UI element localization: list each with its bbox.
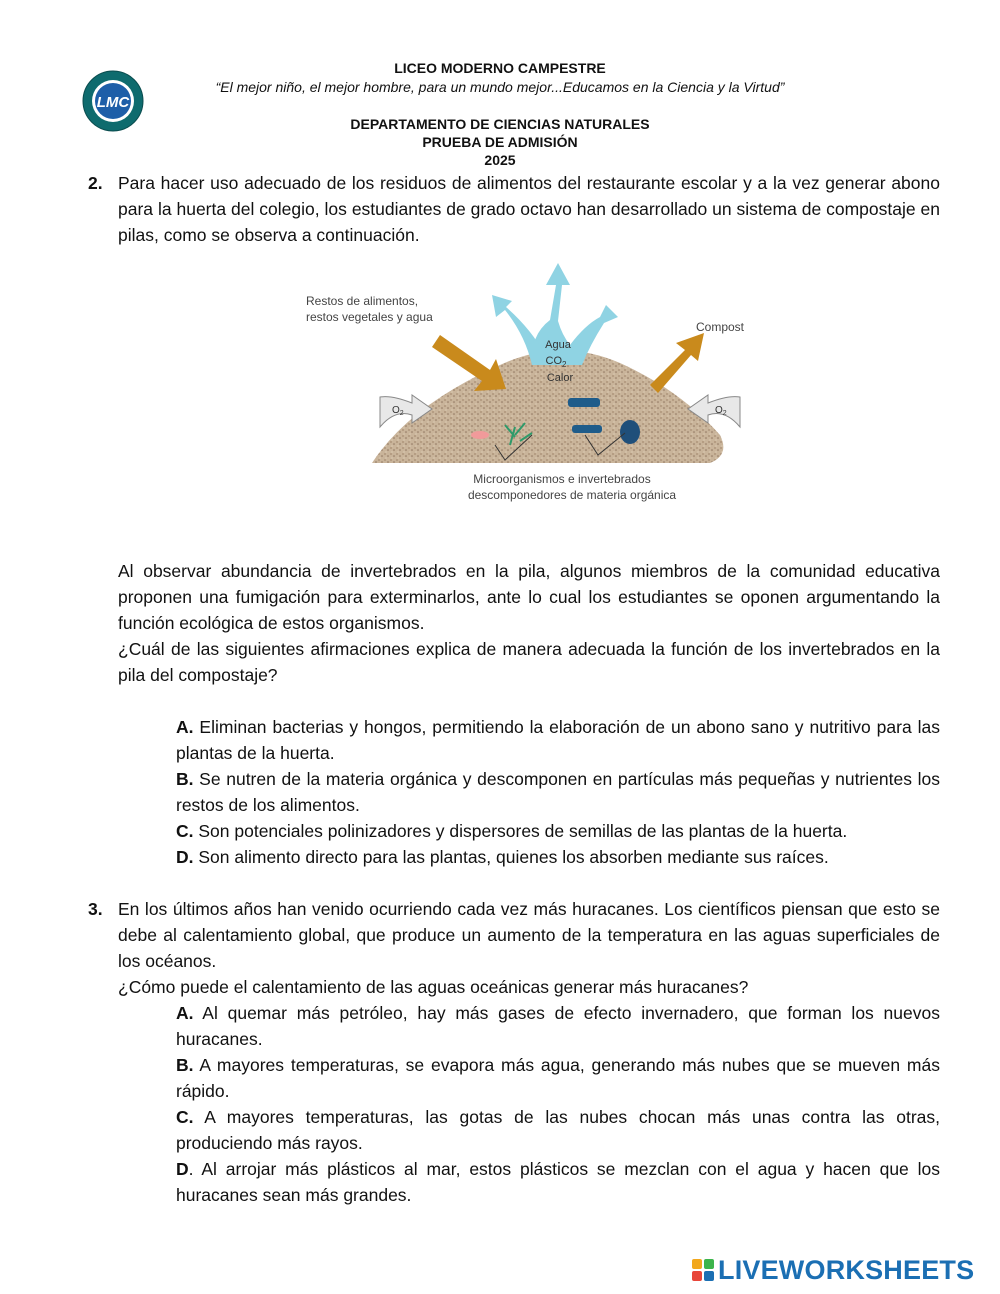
label-agua: Agua <box>545 339 571 351</box>
school-name: LICEO MODERNO CAMPESTRE <box>394 60 606 76</box>
exam-title: PRUEBA DE ADMISIÓN <box>422 134 578 150</box>
q3-option-b <box>176 1052 940 1104</box>
q2-option-d-letter: D. <box>176 847 194 867</box>
q3-option-d <box>176 1156 940 1208</box>
q2-option-b-text: Se nutren de la materia orgánica y descomponen en partículas más pequeñas y nutrientes los restos de los alimentos. <box>176 769 940 815</box>
liveworksheets-watermark <box>692 1253 974 1287</box>
label-micro-2: descomponedores de materia orgánica <box>467 488 677 502</box>
label-o2-left: O <box>392 405 400 416</box>
liveworksheets-logo-icon <box>692 1259 714 1281</box>
question-2-question: ¿Cuál de las siguientes afirmaciones explica de manera adecuada la función de los invertebrados en la pila del compostaje? <box>118 639 940 685</box>
compost-diagram <box>300 255 760 505</box>
q3-option-c-text: A mayores temperaturas, las gotas de las nubes chocan más unas contra las otras, produciendo más rayos. <box>176 1107 940 1153</box>
q3-option-b-text: A mayores temperaturas, se evapora más agua, generando más nubes que se mueven más rápido. <box>176 1055 940 1101</box>
q3-option-a <box>176 1000 940 1052</box>
label-o2-right-sub: 2 <box>722 410 727 417</box>
department-title: DEPARTAMENTO DE CIENCIAS NATURALES <box>350 116 650 132</box>
label-o2-left-sub: 2 <box>399 410 404 417</box>
q2-option-a-text: Eliminan bacterias y hongos, permitiendo la elaboración de un abono sano y nutritivo para las plantas de la huerta. <box>176 717 940 763</box>
q2-option-a <box>176 714 940 766</box>
q2-option-b <box>176 766 940 818</box>
question-2-number: 2. <box>88 173 103 193</box>
label-co2: CO <box>545 355 563 367</box>
q3-option-a-letter: A. <box>176 1003 194 1023</box>
label-inputs-1: Restos de alimentos, <box>306 294 419 308</box>
logo-text: LMC <box>96 94 130 111</box>
label-micro-1: Microorganismos e invertebrados <box>473 472 651 486</box>
q3-option-b-letter: B. <box>176 1055 194 1075</box>
q2-option-d <box>176 844 940 870</box>
school-motto: “El mejor niño, el mejor hombre, para un mundo mejor...Educamos en la Ciencia y la Virtud” <box>215 79 785 95</box>
q2-option-c <box>176 818 940 844</box>
label-co2-sub: 2 <box>562 360 567 369</box>
label-calor: Calor <box>546 372 574 384</box>
label-compost: Compost <box>696 320 745 334</box>
q3-option-c <box>176 1104 940 1156</box>
liveworksheets-brand: LIVEWORKSHEETS <box>718 1254 975 1285</box>
q3-option-d-letter: D <box>176 1159 189 1179</box>
question-3-intro: En los últimos años han venido ocurriendo cada vez más huracanes. Los científicos piensan que esto se debe al calentamiento global, que produce un aumento de la temperatura en las aguas superficiales de los océanos. <box>118 899 940 971</box>
question-3-question: ¿Cómo puede el calentamiento de las aguas oceánicas generar más huracanes? <box>118 977 749 997</box>
q2-option-a-letter: A. <box>176 717 194 737</box>
q2-option-c-text: Son potenciales polinizadores y dispersores de semillas de las plantas de la huerta. <box>193 821 848 841</box>
label-o2-right: O <box>715 405 723 416</box>
label-inputs-2: restos vegetales y agua <box>306 310 433 324</box>
q3-option-d-text: . Al arrojar más plásticos al mar, estos plásticos se mezclan con el agua y hacen que los huracanes sean más grandes. <box>176 1159 940 1205</box>
q3-option-a-text: Al quemar más petróleo, hay más gases de efecto invernadero, que forman los nuevos huracanes. <box>176 1003 940 1049</box>
exam-year: 2025 <box>484 152 516 168</box>
q2-option-d-text: Son alimento directo para las plantas, quienes los absorben mediante sus raíces. <box>193 847 829 867</box>
school-logo <box>80 70 146 132</box>
q2-option-b-letter: B. <box>176 769 194 789</box>
q3-option-c-letter: C. <box>176 1107 194 1127</box>
question-2-intro: Para hacer uso adecuado de los residuos de alimentos del restaurante escolar y a la vez generar abono para la huerta del colegio, los estudiantes de grado octavo han desarrollado un sistema de compostaje en pilas, como se observa a continuación. <box>118 173 940 245</box>
q2-option-c-letter: C. <box>176 821 194 841</box>
question-2-context: Al observar abundancia de invertebrados en la pila, algunos miembros de la comunidad educativa proponen una fumigación para exterminarlos, ante lo cual los estudiantes se oponen argumentando la función ecológica de estos organismos. <box>118 561 940 633</box>
question-3-number: 3. <box>88 899 103 919</box>
compost-arrow <box>650 333 704 393</box>
